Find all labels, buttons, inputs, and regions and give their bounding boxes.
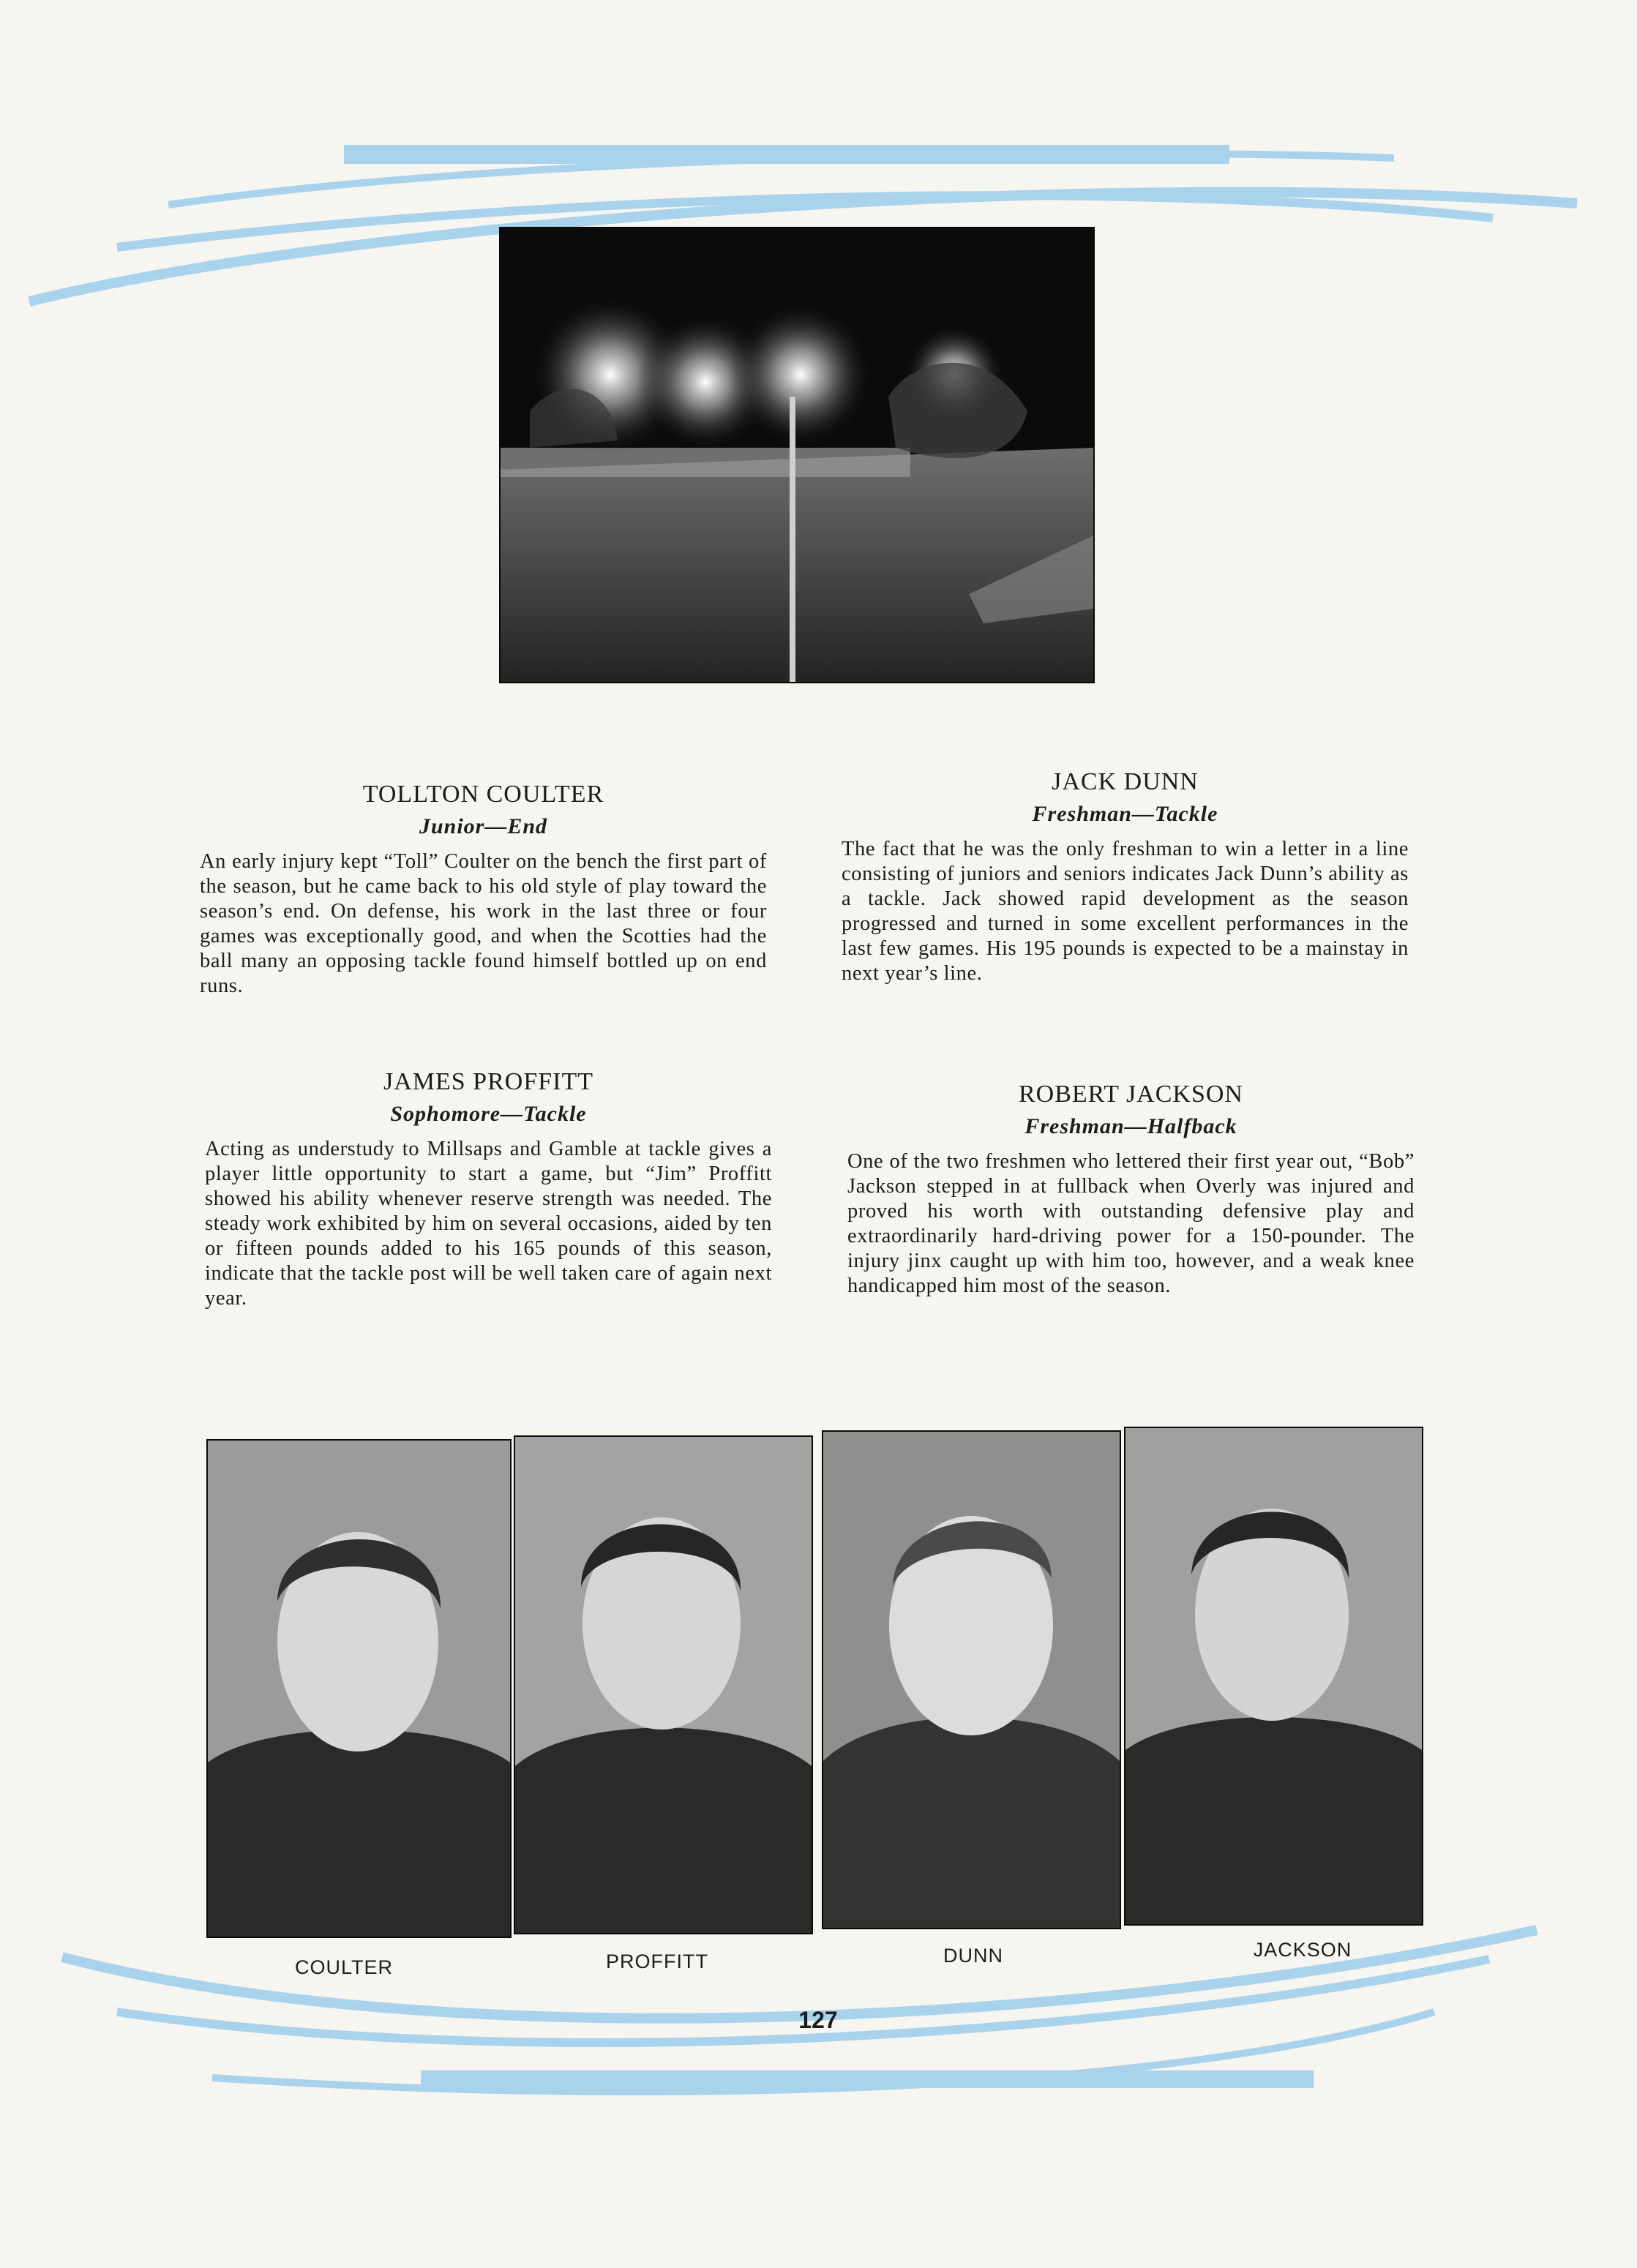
bio-name: JAMES PROFFITT xyxy=(383,1068,593,1095)
page-number: 127 xyxy=(798,2007,838,2033)
portrait-coulter xyxy=(206,1439,512,1938)
bio-role: Junior—End xyxy=(419,814,548,838)
caption-dunn: DUNN xyxy=(943,1945,1003,1967)
bio-text: One of the two freshmen who lettered their first year out, “Bob” Jackson stepped in at fullback when Overly was injured and proved his worth with outstanding defensive play and extraordinarily hard-driving power for a 150-pounder. The injury jinx caught up with him too, however, and a weak knee handicapped him most of the season. xyxy=(847,1150,1415,1297)
bio-dunn xyxy=(842,768,1409,986)
bio-role: Sophomore—Tackle xyxy=(390,1102,587,1126)
portrait-jackson xyxy=(1124,1427,1423,1926)
caption-coulter: COULTER xyxy=(294,1956,393,1978)
bio-jackson xyxy=(847,1081,1415,1299)
bio-role: Freshman—Tackle xyxy=(1032,802,1218,826)
bio-text: The fact that he was the only freshman to win a letter in a line consisting of juniors and seniors indicates Jack Dunn’s ability as a tackle. Jack showed rapid development as the season progressed and turned in some excellent performances in the last few games. His 195 pounds is expected to be a mainstay in next year’s line. xyxy=(842,838,1409,985)
bio-name: ROBERT JACKSON xyxy=(1018,1081,1243,1108)
night-football-game-photo xyxy=(499,227,1095,683)
portrait-proffitt xyxy=(514,1435,813,1934)
bio-name: TOLLTON COULTER xyxy=(362,781,604,808)
bio-text: Acting as understudy to Millsaps and Gamble at tackle gives a player little opportunity to start a game, but “Jim” Proffitt showed his ability whenever reserve strength was needed. The steady work exhibited by him on several occasions, aided by ten or fifteen pounds added to his 165 pounds of this season, indicate that the tackle post will be well taken care of again next year. xyxy=(205,1138,772,1310)
bio-role: Freshman—Halfback xyxy=(1024,1114,1237,1138)
caption-jackson: JACKSON xyxy=(1253,1939,1352,1961)
bio-proffitt xyxy=(205,1068,772,1311)
bio-name: JACK DUNN xyxy=(1052,768,1199,795)
caption-proffitt: PROFFITT xyxy=(606,1950,708,1972)
portrait-dunn xyxy=(822,1430,1121,1929)
bio-text: An early injury kept “Toll” Coulter on the bench the first part of the season, but he came back to his old style of play toward the season’s end. On defense, his work in the last three or four games was exceptionally good, and when the Scotties had the ball many an opposing tackle found himself bottled up on end runs. xyxy=(200,850,767,997)
bio-coulter xyxy=(200,781,767,999)
